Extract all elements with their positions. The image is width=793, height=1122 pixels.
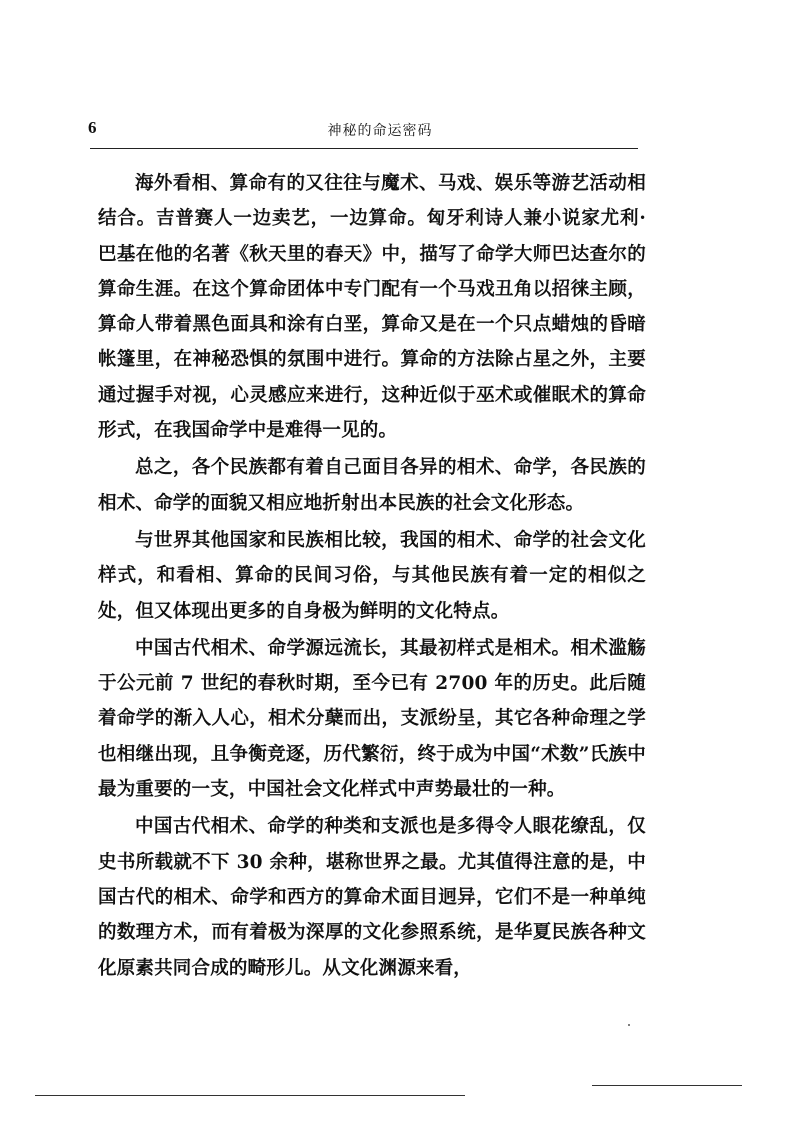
footer-rule-right (592, 1085, 742, 1086)
scan-mark (628, 1024, 630, 1026)
header-rule (90, 148, 638, 149)
paragraph: 中国古代相术、命学的种类和支派也是多得令人眼花缭乱，仅史书所载就不下 30 余种，堪称世界之最。尤其值得注意的是，中国古代的相术、命学和西方的算命术面目迥异，它们不是一种单纯的数理方术，而有着极为深厚的文化参照系统，是华夏民族各种文化原素共同合成的畸形儿。从文化渊源来看， (98, 816, 646, 979)
paragraph: 海外看相、算命有的又往往与魔术、马戏、娱乐等游艺活动相结合。吉普赛人一边卖艺，一边算命。匈牙利诗人兼小说家尤利·巴基在他的名著《秋天里的春天》中，描写了命学大师巴达查尔的算命生涯。在这个算命团体中专门配有一个马戏丑角以招徕主顾，算命人带着黑色面具和涂有白垩，算命又是在一个只点蜡烛的昏暗帐篷里，在神秘恐惧的氛围中进行。算命的方法除占星之外，主要通过握手对视，心灵感应来进行，这种近似于巫术或催眠术的算命形式，在我国命学中是难得一见的。 (98, 173, 646, 442)
running-title: 神秘的命运密码 (327, 123, 433, 139)
footer-rule-left (35, 1095, 465, 1096)
page-number: 6 (88, 118, 97, 137)
body-text (98, 166, 646, 988)
paragraph: 与世界其他国家和民族相比较，我国的相术、命学的社会文化样式，和看相、算命的民间习俗，与其他民族有着一定的相似之处，但又体现出更多的自身极为鲜明的文化特点。 (98, 529, 646, 622)
paragraph: 中国古代相术、命学源远流长，其最初样式是相术。相术滥觞于公元前 7 世纪的春秋时期，至今已有 2700 年的历史。此后随着命学的渐入人心，相术分蘖而出，支派纷呈，其它各种命理之学也相继出现，且争衡竞逐，历代繁衍，终于成为中国“术数”氏族中最为重要的一支，中国社会文化样式中声势最壮的一种。 (98, 637, 646, 801)
paragraph: 总之，各个民族都有着自己面目各异的相术、命学，各民族的相术、命学的面貌又相应地折射出本民族的社会文化形态。 (98, 457, 646, 514)
